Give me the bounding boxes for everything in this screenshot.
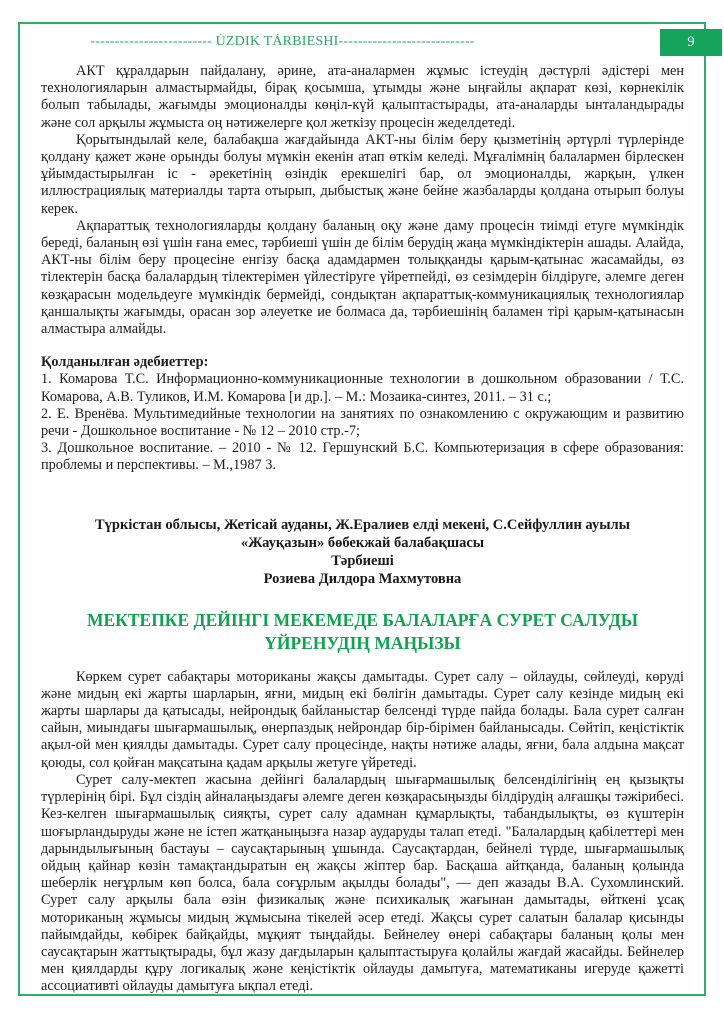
- byline-line: Тәрбиеші: [331, 552, 394, 569]
- references-heading: Қолданылған әдебиеттер:: [41, 354, 209, 371]
- byline-line: «Жауқазын» бөбекжай балабақшасы: [240, 534, 485, 551]
- paragraph: Сурет салу-мектеп жасына дейінгі балалардың шығармашылық белсенділігінің ең қызықты түрлерінің бірі. Бұл сіздің айналаңыздағы әлемге деген көзқарасыңызды білдірудің алғашқы тәжірибесі. Кез-келген шығармашылық сияқты, сурет салу адамнан құмарлықты, табандылықты, өз күштерін шоғырландыруды және не істеп жатқаныңызға назар аударуды талап етеді. "Балалардың қабілеттері мен дарындылығының бастауы – саусақтарының ұшында. Саусақтардан, бейнелі түрде, шығармашылық ойдың қайнар көзін тамақтандыратын ең жақсы жіптер бар. Басқаша айтқанда, баланың қолында шеберлік неғұрлым көп болса, бала соғұрлым ақылды болады", — деп жазады В.А. Сухомлинский. Сурет салу арқылы бала өзін физикалық және психикалық жағынан дамытады, өйткені ұсақ моториканың жұмысы мидың жұмысына тікелей әсер етеді. Жақсы сурет салатын балалар қисынды пайымдайды, көбірек байқайды, мұқият тыңдайды. Бейнелеу өнері сабақтары баланың қолы мен саусақтарын жаттықтырады, бұл жазу дағдыларын қалыптастыруға қолайлы жағдай жасайды. Бейнелер мен қиялдарды құру логикалық және кеңістіктік ойлауды дамытуға, математиканы игеруде қажетті ассоциативті ойлауды дамытуға ықпал етеді.: [41, 771, 684, 995]
- page-border-frame: [18, 22, 706, 996]
- paragraph: Қорытындылай келе, балабақша жағдайында АКТ-ны білім беру қызметінің әртүрлі түрлерінде қолдану қажет және орынды болуы мүмкін екенін атап өткім келеді. Мұғалімнің балалармен бірлескен ұйымдастырылған іс - әрекетінің өзіндік ерекшелігі бар, ол эмоционалды, жарқын, үлкен иллюстрациялық материалды тарта отырып, дыбыстық және бейне жазбаларды қолдана отырып болуы керек.: [41, 131, 684, 217]
- paragraph: Ақпараттық технологияларды қолдану баланың оқу және даму процесін тиімді етуге мүмкіндік береді, баланың өзі үшін ғана емес, тәрбиеші үшін де білім берудің жаңа мүмкіндіктерін ашады. Алайда, АКТ-ны білім беру процесіне енгізу басқа адамдармен толыққанды қарым-қатынас жасамайды, өз тілектерін басқа балалардың тілектерімен үйлестіруге үйретпейді, өз сезімдерін білдіруге, әлемге деген көзқарасын модельдеуге мүмкіндік бермейді, сондықтан ақпараттық-коммуникациялық технологиялар қаншалықты жағымды, орасан зор әлеуетке ие болмаса да, тәрбиешінің баламен тірі қарым-қатынасын алмастыра алмайды.: [41, 217, 684, 338]
- paragraph: Көркем сурет сабақтары моториканы жақсы дамытады. Сурет салу – ойлауды, сөйлеуді, көруді және мидың екі жарты шарларын, яғни, мидың екі бөлігін дамытады. Сурет салу кезінде мидың екі жарты шарлары да қатысады, нейрондық байланыстар белсенді түрде пайда болады. Бала сурет салған сайын, миындағы шығармашылық, өнерпаздық нейрондар бір-бірімен байланысады. Сөйтіп, кеңістіктік ақыл-ой мен қиялды дамытады. Сурет салу процесінде, нақты нәтиже алады, яғни, бала алдына мақсат қоюды, сол қойған мақсатына қадам арқылы жетуге үйретеді.: [41, 668, 684, 771]
- article-drawing-section: [41, 669, 684, 996]
- paragraph: АКТ құралдарын пайдалану, әрине, ата-аналармен жұмыс істеудің дәстүрлі әдістері мен технологияларын алмастырмайды, бірақ қосымша, ұтымды және ыңғайлы ақпарат көзі, көрнекілік болып табылады, жағымды эмоционалды көңіл-күй қалыптастырады, ата-аналарды ынталандырады және сол арқылы жұмыста оң нәтижелерге қол жеткізу процесін жеделдетеді.: [41, 63, 684, 131]
- reference-item: 1. Комарова Т.С. Информационно-коммуникационные технологии в дошкольном образовании / Т.С. Комарова, А.В. Туликов, И.М. Комарова [и др.]. – М.: Мозаика-синтез, 2011. – 31 с.;: [41, 371, 684, 405]
- article-ict-section: [41, 63, 684, 475]
- byline-line: Түркістан облысы, Жетісай ауданы, Ж.Ералиев елді мекені, С.Сейфуллин ауылы: [95, 516, 630, 533]
- journal-header: ------------------------- ÚZDIK TÁRBIESHI----------------------------: [90, 34, 475, 49]
- byline-line: Розиева Дилдора Махмутовна: [263, 570, 462, 587]
- article-title: МЕКТЕПКЕ ДЕЙІНГІ МЕКЕМЕДЕ БАЛАЛАРҒА СУРЕТ САЛУДЫ ҮЙРЕНУДІҢ МАҢЫЗЫ: [86, 609, 639, 654]
- reference-item: 3. Дошкольное воспитание. – 2010 - № 12. Гершунский Б.С. Компьютеризация в сфере образования: проблемы и перспективы. – М.,1987 3.: [41, 440, 684, 474]
- article-byline: [41, 516, 684, 588]
- page-number-badge: 9: [660, 29, 722, 56]
- reference-item: 2. Е. Вренёва. Мультимедийные технологии на занятиях по ознакомлению с окружающим и развитию речи - Дошкольное воспитание - № 12 – 2010 стр.-7;: [41, 405, 684, 440]
